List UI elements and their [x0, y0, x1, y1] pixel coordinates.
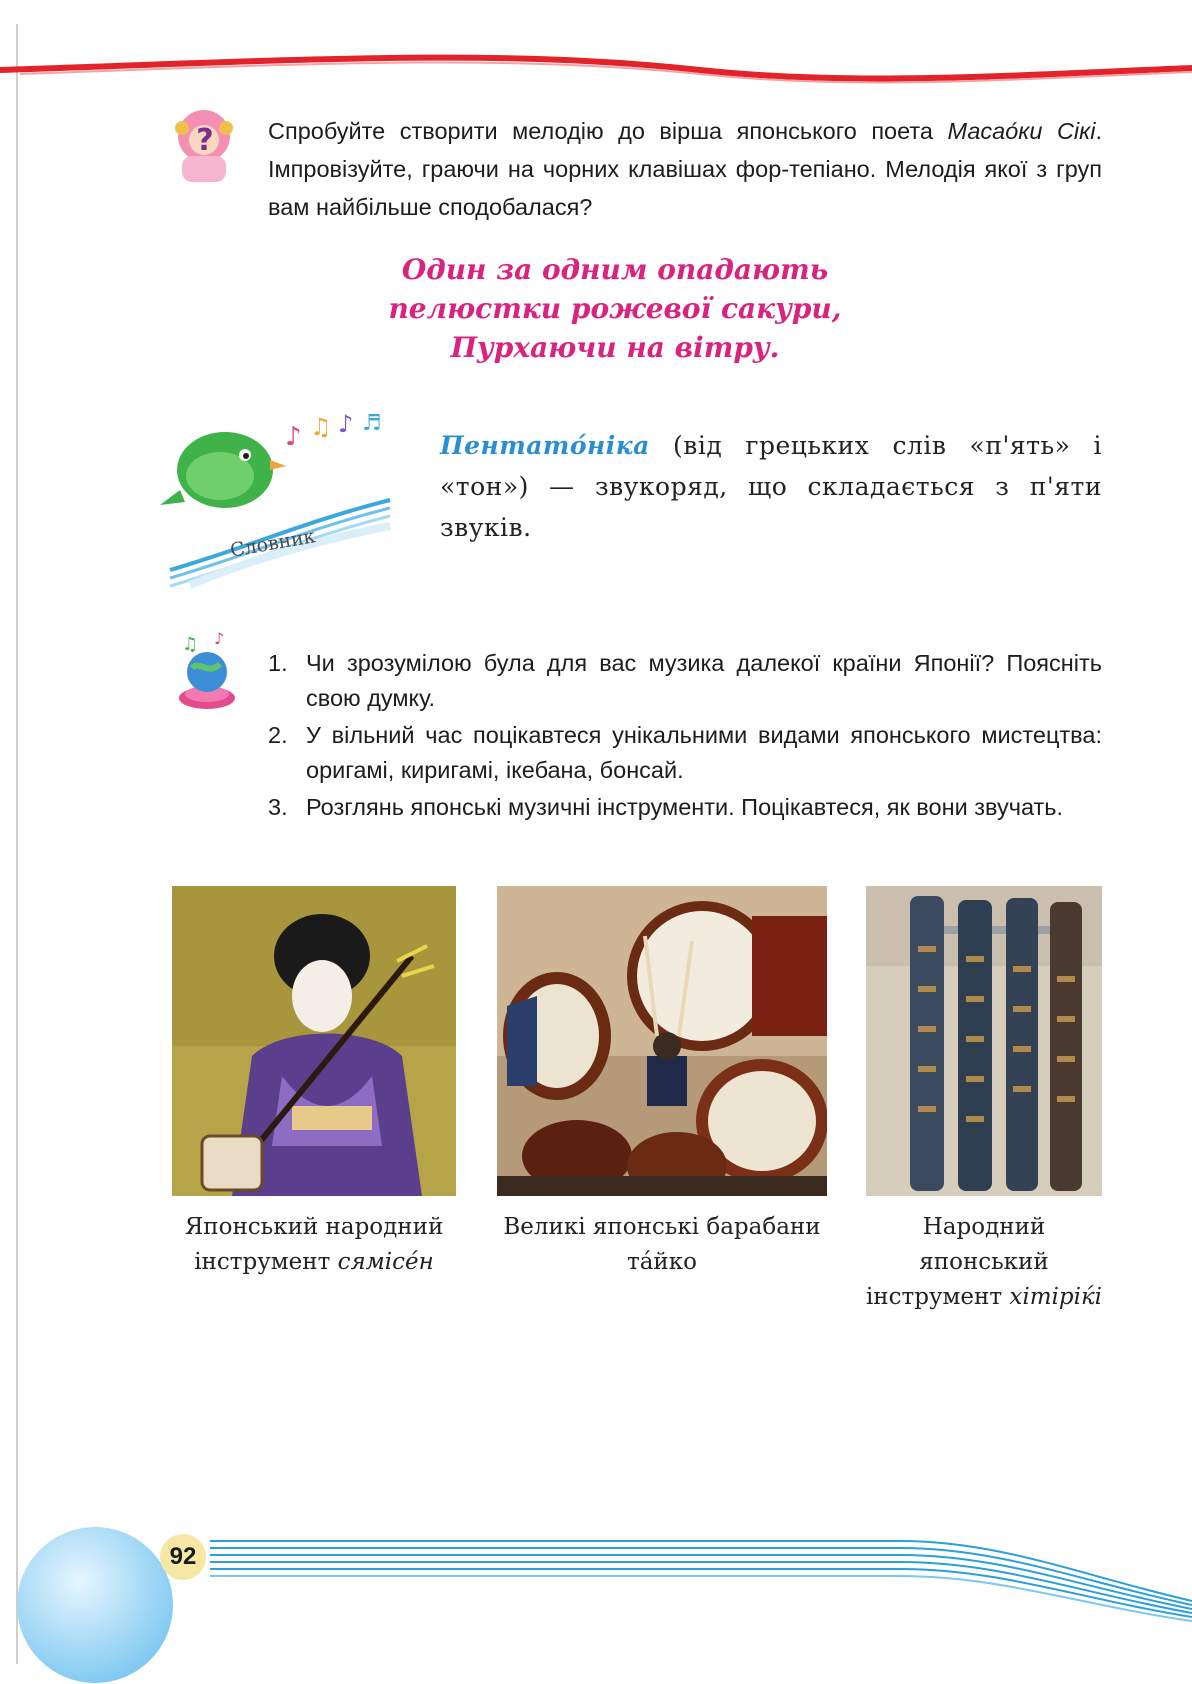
- caption-taiko: Великі японські барабани та́йко: [503, 1214, 821, 1275]
- hichiriki-photo: [866, 886, 1102, 1196]
- dictionary-bird-icon: [160, 410, 400, 590]
- question-item: 2. У вільний час поцікавтеся унікальними видами японського мистецтва: оригамі, киригамі, ікебана, бонсай.: [268, 722, 1102, 783]
- footer-decoration: [0, 1505, 1192, 1684]
- poem: [300, 250, 930, 367]
- task-text: Спробуйте створити мелодію до вірша японського поета Масао́ки Сікі. Імпровізуйте, граючи на чорних клавішах фор-тепіано. Мелодія якої з груп вам найбільше сподобалася?: [268, 118, 1102, 220]
- poem-line: Один за одним опадають: [401, 253, 829, 286]
- question-item: 1. Чи зрозумілою була для вас музика далекої країни Японії? Поясніть свою думку.: [268, 650, 1102, 711]
- svg-text:♫: ♫: [310, 413, 332, 441]
- question-item: 3. Розглянь японські музичні інструменти. Поцікавтеся, як вони звучать.: [268, 794, 1064, 820]
- page-number: 92: [160, 1534, 206, 1580]
- poet-name: Масао́ки Сікі: [947, 118, 1096, 144]
- svg-text:♫: ♫: [182, 634, 199, 655]
- dictionary-term: Пентато́ніка: [440, 431, 650, 460]
- top-red-wave: [0, 40, 1192, 100]
- dictionary-definition: (від грецьких слів «п'ять» і «тон») — звукоряд, що складається з п'яти звуків.: [440, 431, 1102, 542]
- svg-text:♬: ♬: [362, 411, 382, 436]
- dictionary-entry: [440, 425, 1102, 548]
- svg-text:?: ?: [196, 123, 214, 158]
- globe-music-icon: [176, 630, 238, 712]
- question-girl-icon: [172, 106, 236, 188]
- caption-hichiriki: Народний японський інструмент хітіріќі: [865, 1214, 1103, 1310]
- svg-text:♪: ♪: [285, 422, 302, 452]
- svg-text:♪: ♪: [214, 630, 225, 648]
- poem-line: пелюстки рожевої сакури,: [388, 292, 842, 325]
- shamisen-photo: [172, 886, 456, 1196]
- caption-shamisen: Японський народний інструмент сямісе́н: [184, 1214, 444, 1275]
- dictionary-badge: Словник: [228, 525, 317, 562]
- questions-list: [268, 646, 1102, 827]
- svg-text:♪: ♪: [338, 410, 354, 438]
- poem-line: Пурхаючи на вітру.: [450, 331, 780, 364]
- left-margin-rule: [16, 24, 18, 1664]
- taiko-drums-photo: [497, 886, 827, 1196]
